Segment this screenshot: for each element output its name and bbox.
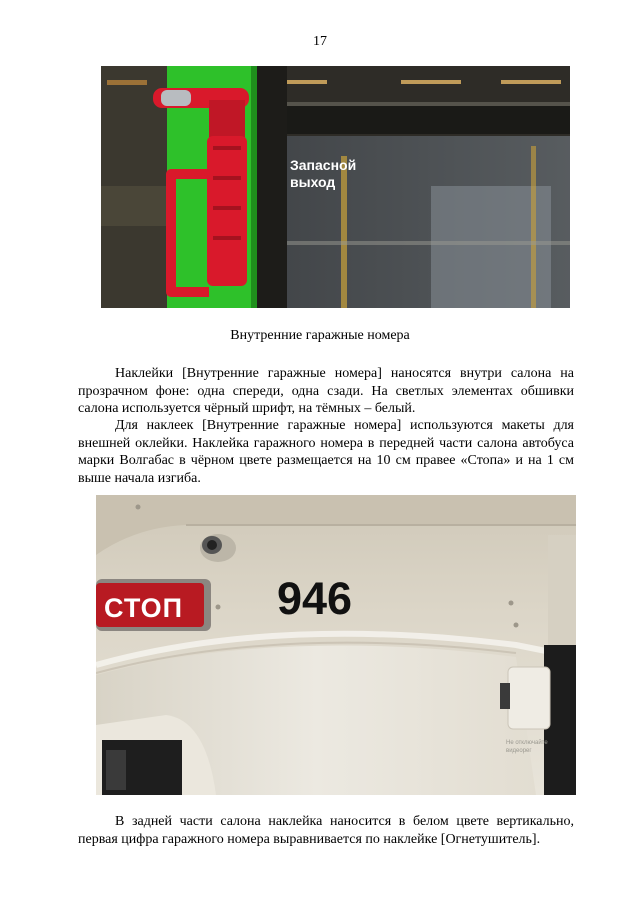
- emergency-exit-photo: [101, 66, 570, 308]
- garage-number-sticker: 946: [277, 573, 353, 624]
- stop-sign-text: СТОП: [104, 593, 184, 623]
- emergency-exit-photo-drawing: [101, 66, 570, 308]
- video-recorder-label-line2: видеорег: [506, 748, 532, 754]
- paragraph-3: В задней части салона наклейка наносится в белом цвете вертикально, первая цифра гаражного номера выравнивается по наклейке [Огнетушитель].: [78, 814, 574, 847]
- emergency-exit-sign-line2: выход: [290, 174, 336, 190]
- video-recorder-label-line1: Не отключайте: [506, 740, 548, 746]
- bus-cabin-photo-drawing: [96, 495, 576, 795]
- caption-internal-garage-numbers: Внутренние гаражные номера: [230, 328, 410, 343]
- page-number: 17: [313, 34, 327, 49]
- bus-cabin-photo: [96, 495, 576, 795]
- emergency-exit-sign-line1: Запасной: [290, 157, 357, 173]
- paragraph-1: Наклейки [Внутренние гаражные номера] наносятся внутри салона на прозрачном фоне: одна спереди, одна сзади. На светлых элементах обшивки салона используется чёрный шрифт, на тёмных – белый.: [78, 366, 574, 416]
- paragraph-2: Для наклеек [Внутренние гаражные номера] используются макеты для внешней оклейки. Наклейка гаражного номера в передней части салона автобуса марки Волгабас в чёрном цвете размещается на 10 см правее «Стопа» и на 1 см выше начала изгиба.: [78, 418, 574, 486]
